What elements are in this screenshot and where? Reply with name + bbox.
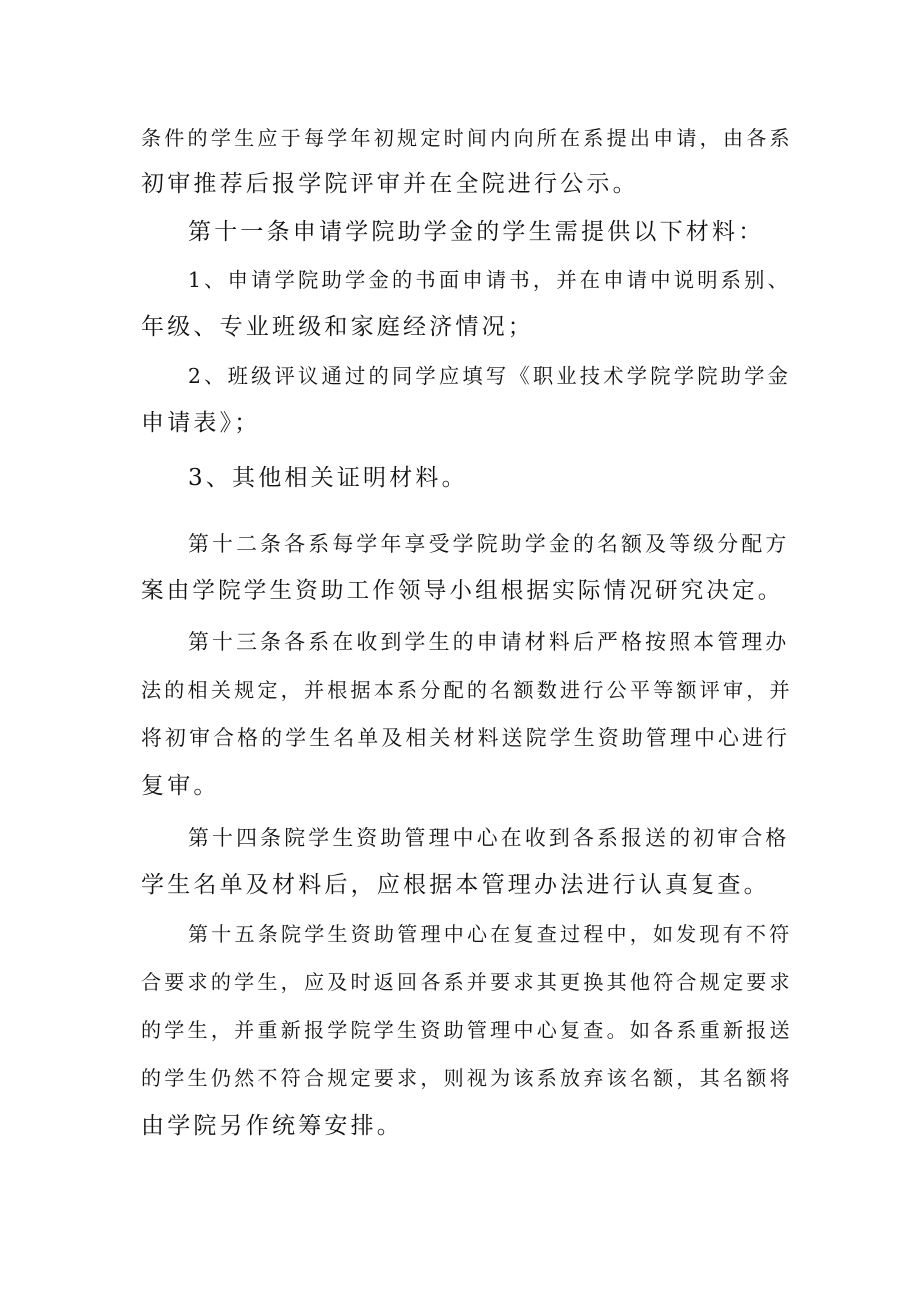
text-line: 法的相关规定，并根据本系分配的名额数进行公平等额评审，并 — [141, 678, 793, 702]
text-line: 合要求的学生，应及时返回各系并要求其更换其他符合规定要求 — [141, 970, 793, 994]
text-line: 第十二条各系每学年享受学院助学金的名额及等级分配方 — [188, 532, 790, 556]
text-line: 第十一条申请学院助学金的学生需提供以下材料： — [188, 219, 765, 245]
text-line: 1、申请学院助学金的书面申请书，并在申请中说明系别、 — [188, 268, 792, 292]
text-line: 第十五条院学生资助管理中心在复查过程中，如发现有不符 — [188, 922, 793, 946]
text-line: 年级、专业班级和家庭经济情况； — [141, 314, 534, 340]
text-line: 学生名单及材料后，应根据本管理办法进行认真复查。 — [141, 872, 770, 898]
text-line: 的学生仍然不符合规定要求，则视为该系放弃该名额，其名额将 — [141, 1066, 793, 1090]
text-line: 第十四条院学生资助管理中心在收到各系报送的初审合格 — [188, 826, 790, 850]
text-line: 第十三条各系在收到学生的申请材料后严格按照本管理办 — [188, 630, 790, 654]
text-line: 由学院另作统筹安排。 — [141, 1113, 403, 1139]
text-line: 条件的学生应于每学年初规定时间内向所在系提出申请，由各系 — [141, 126, 793, 150]
text-line: 的学生，并重新报学院学生资助管理中心复查。如各系重新报送 — [141, 1018, 793, 1042]
text-line: 2、班级评议通过的同学应填写《职业技术学院学院助学金 — [188, 364, 792, 388]
text-line: 复审。 — [141, 773, 220, 799]
text-line: 3、其他相关证明材料。 — [188, 465, 468, 491]
text-line: 初审推荐后报学院评审并在全院进行公示。 — [141, 171, 639, 197]
text-line: 案由学院学生资助工作领导小组根据实际情况研究决定。 — [141, 578, 784, 604]
text-line: 申请表》； — [141, 410, 261, 436]
text-line: 将初审合格的学生名单及相关材料送院学生资助管理中心进行 — [141, 726, 791, 750]
